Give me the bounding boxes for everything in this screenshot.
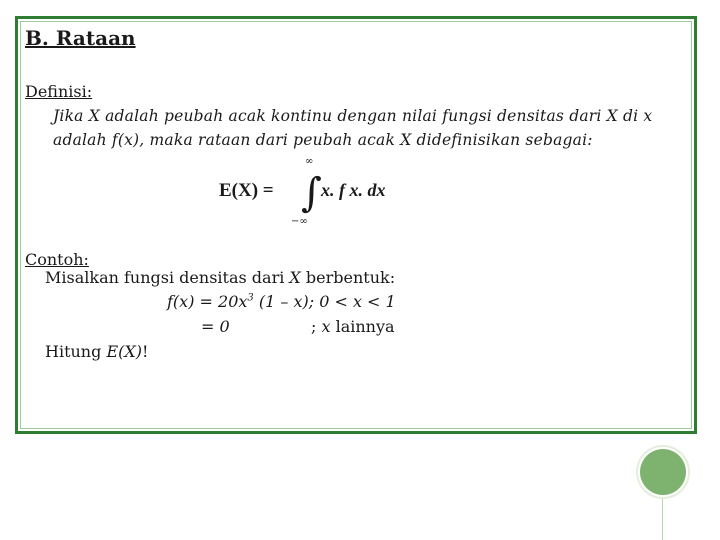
example-label: Contoh: <box>25 250 89 269</box>
example-line-1-var: X <box>289 268 301 287</box>
density-function-prefix: f(x) = 20x <box>167 292 248 311</box>
otherwise-var: x <box>321 317 331 336</box>
decorative-line <box>662 497 663 540</box>
definition-text-line-1: Jika X adalah peubah acak kontinu dengan nilai fungsi densitas dari X di x <box>53 107 653 125</box>
definition-text-line-2: adalah f(x), maka rataan dari peubah acak X didefinisikan sebagai: <box>53 131 593 149</box>
formula-integrand: x. f x. dx <box>321 180 386 200</box>
section-heading: B. Rataan <box>25 26 136 50</box>
question-expr: E(X) <box>106 342 142 361</box>
otherwise-suffix: lainnya <box>330 317 395 336</box>
question-suffix: ! <box>142 342 149 361</box>
decorative-circle <box>640 449 686 495</box>
formula-lhs: E(X) = <box>219 180 274 201</box>
density-zero-value: = 0 <box>201 317 230 336</box>
expectation-formula <box>215 152 415 226</box>
formula-lower-limit: −∞ <box>291 216 308 226</box>
density-otherwise-condition <box>311 317 395 336</box>
example-line-1-prefix: Misalkan fungsi densitas dari <box>45 268 290 287</box>
example-line-1-suffix: berbentuk: <box>300 268 396 287</box>
example-line-1 <box>45 268 395 287</box>
example-question <box>45 342 148 361</box>
integral-sign: ∫ <box>301 170 322 216</box>
question-prefix: Hitung <box>45 342 107 361</box>
density-function-exponent: 3 <box>247 292 254 304</box>
otherwise-prefix: ; <box>311 317 322 336</box>
density-function-suffix: (1 – x); 0 < x < 1 <box>253 292 396 311</box>
density-function-line <box>167 292 396 311</box>
formula-upper-limit: ∞ <box>305 156 314 167</box>
definition-label: Definisi: <box>25 82 93 101</box>
